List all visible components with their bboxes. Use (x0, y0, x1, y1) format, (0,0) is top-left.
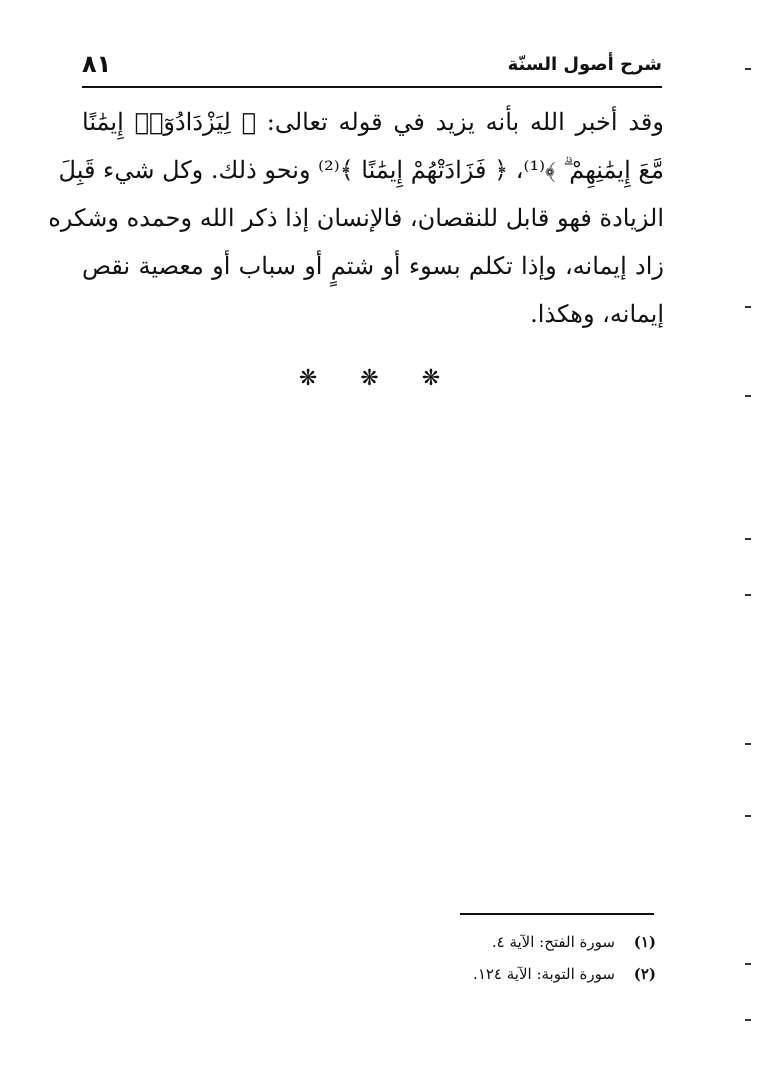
section-separator: ❋ ❋ ❋ (298, 366, 459, 391)
scan-mark (745, 594, 751, 596)
scan-mark (745, 538, 751, 540)
text-line-3: الزيادة فهو قابل للنقصان، فالإنسان إذا ذكر الله وحمده وشكره (48, 204, 664, 232)
page-number: ٨١ (82, 50, 112, 78)
scan-mark (745, 743, 751, 745)
text-line-4: زاد إيمانه، وإذا تكلم بسوء أو شتمٍ أو سباب أو معصية نقص (82, 252, 664, 280)
scan-mark (745, 306, 751, 308)
footnote-number: (١) (633, 933, 656, 951)
text-line-1: وقد أخبر الله بأنه يزيد في قوله تعالى: ﴿ لِيَزْدَادُوٓا۟ إِيمَٰنًا (82, 108, 664, 136)
book-title: شرح أصول السنّة (507, 54, 662, 75)
header-rule (82, 86, 662, 88)
footnote-number: (٢) (633, 965, 656, 983)
text-line-5: إيمانه، وهكذا. (530, 300, 664, 328)
scan-mark (745, 1019, 751, 1021)
footnote-rule (460, 913, 654, 915)
scan-mark (745, 963, 751, 965)
footnote-1 (440, 926, 656, 958)
scan-mark (745, 815, 751, 817)
text-line-2: مَّعَ إِيمَٰنِهِمْ ۗ ﴾⁽¹⁾، ﴿ فَزَادَتْهُمْ إِيمَٰنًا ﴾⁽²⁾ ونحو ذلك. وكل شيء قَبِلَ (58, 156, 664, 184)
footnote-text: سورة الفتح: الآية ٤. (491, 933, 615, 951)
scan-mark (745, 68, 751, 70)
main-text (48, 98, 664, 338)
footnote-text: سورة التوبة: الآية ١٢٤. (473, 965, 615, 983)
footnote-2 (440, 958, 656, 990)
running-header (82, 50, 662, 86)
scan-mark (745, 395, 751, 397)
footnotes (440, 926, 656, 990)
